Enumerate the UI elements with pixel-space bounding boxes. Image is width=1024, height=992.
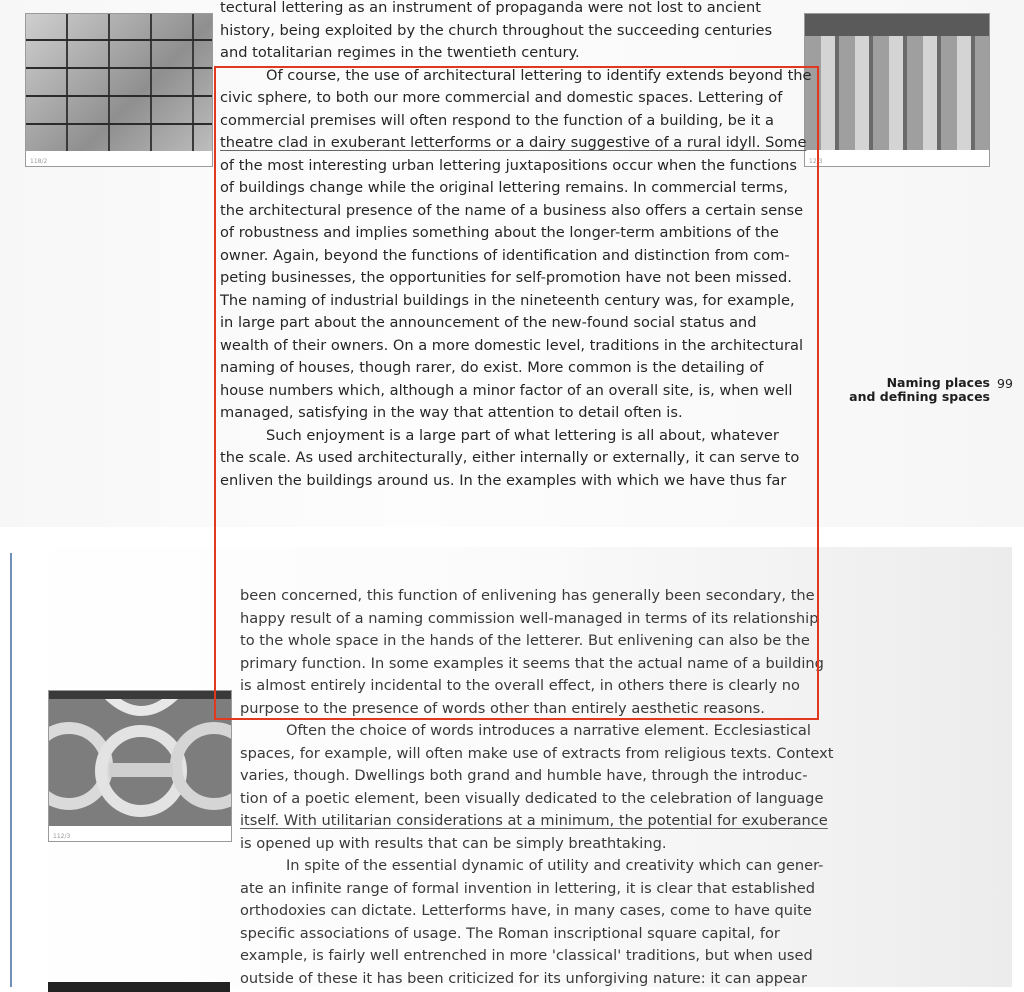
figure-image xyxy=(49,691,231,826)
text-line: purpose to the presence of words other than entirely aesthetic reasons. xyxy=(240,699,765,717)
text-line: Of course, the use of architectural lettering to identify extends beyond the xyxy=(266,66,812,84)
text-line: Often the choice of words introduces a narrative element. Ecclesiastical xyxy=(286,722,811,739)
text-line: itself. With utilitarian considerations at a minimum, the potential for exuberance xyxy=(240,812,828,829)
text-line: The naming of industrial buildings in the nineteenth century was, for example, xyxy=(220,291,795,309)
text-line: of buildings change while the original lettering remains. In commercial terms, xyxy=(220,179,788,196)
text-line: of robustness and implies something about the longer-term ambitions of the xyxy=(220,224,779,241)
text-line: ate an infinite range of formal invention in lettering, it is clear that established xyxy=(240,879,816,897)
page-number: 99 xyxy=(997,376,1013,391)
figure-caption: 112/3 xyxy=(53,833,71,840)
text-line: is almost entirely incidental to the overall effect, in others there is clearly no xyxy=(240,677,800,694)
text-line: naming of houses, though rarer, do exist. More common is the detailing of xyxy=(220,359,764,376)
text-line: tectural lettering as an instrument of propaganda were not lost to ancient xyxy=(220,0,761,16)
text-line: the architectural presence of the name of a business also offers a certain sense xyxy=(220,201,804,219)
text-line: enliven the buildings around us. In the examples with which we have thus far xyxy=(220,471,787,489)
text-line: orthodoxies can dictate. Letterforms have, in many cases, come to have quite xyxy=(240,902,812,919)
text-line: primary function. In some examples it seems that the actual name of a building xyxy=(240,654,824,672)
running-head xyxy=(820,376,990,404)
text-line: tion of a poetic element, been visually dedicated to the celebration of language xyxy=(240,789,824,807)
figure-carved-letters-photo xyxy=(804,13,990,167)
text-line: house numbers which, although a minor factor of an overall site, is, when well xyxy=(220,381,793,399)
text-line: outside of these it has been criticized for its unforgiving nature: it can appear xyxy=(240,969,807,987)
text-line: example, is fairly well entrenched in more 'classical' traditions, but when used xyxy=(240,947,813,964)
text-line: commercial premises will often respond to the function of a building, be it a xyxy=(220,111,774,129)
relief-pattern xyxy=(49,691,231,826)
selection-highlight-box xyxy=(214,66,819,720)
text-line: spaces, for example, will often make use of extracts from religious texts. Context xyxy=(240,744,834,762)
figure-caption: 118/2 xyxy=(30,158,48,165)
text-line: varies, though. Dwellings both grand and humble have, through the introduc- xyxy=(240,767,808,784)
text-line: happy result of a naming commission well-managed in terms of its relationship xyxy=(240,609,819,627)
figure-image xyxy=(805,14,989,150)
text-line: been concerned, this function of enlivening has generally been secondary, the xyxy=(240,587,815,604)
text-line: peting businesses, the opportunities for self-promotion have not been missed. xyxy=(220,269,792,286)
text-line: Such enjoyment is a large part of what lettering is all about, whatever xyxy=(266,426,779,444)
figure-circular-relief-photo xyxy=(48,690,232,842)
text-line: civic sphere, to both our more commercial and domestic spaces. Lettering of xyxy=(220,89,783,106)
figure-partial-photo xyxy=(48,982,230,992)
running-head-line-2: and defining spaces xyxy=(849,389,990,404)
text-line: to the whole space in the hands of the letterer. But enlivening can also be the xyxy=(240,632,810,649)
text-line: wealth of their owners. On a more domestic level, traditions in the architectural xyxy=(220,336,804,354)
figure-image xyxy=(26,14,212,151)
figure-caption: 12/3 xyxy=(809,158,823,165)
text-line: the scale. As used architecturally, either internally or externally, it can serve to xyxy=(220,449,800,466)
text-line: history, being exploited by the church throughout the succeeding centuries xyxy=(220,21,773,39)
text-line: is opened up with results that can be simply breathtaking. xyxy=(240,834,667,852)
text-line: owner. Again, beyond the functions of identification and distinction from com- xyxy=(220,246,790,264)
text-line: In spite of the essential dynamic of utility and creativity which can gener- xyxy=(286,857,824,874)
page-spine-line xyxy=(10,553,12,987)
text-line: managed, satisfying in the way that attention to detail often is. xyxy=(220,404,683,421)
text-line: specific associations of usage. The Roman inscriptional square capital, for xyxy=(240,924,780,942)
running-head-line-1: Naming places xyxy=(886,375,990,390)
text-line: and totalitarian regimes in the twentieth century. xyxy=(220,44,580,61)
text-line: in large part about the announcement of the new-found social status and xyxy=(220,314,757,331)
text-line: theatre clad in exuberant letterforms or a dairy suggestive of a rural idyll. Some xyxy=(220,134,807,151)
figure-lettering-wall-photo xyxy=(25,13,213,167)
text-line: of the most interesting urban lettering juxtapositions occur when the functions xyxy=(220,156,797,174)
